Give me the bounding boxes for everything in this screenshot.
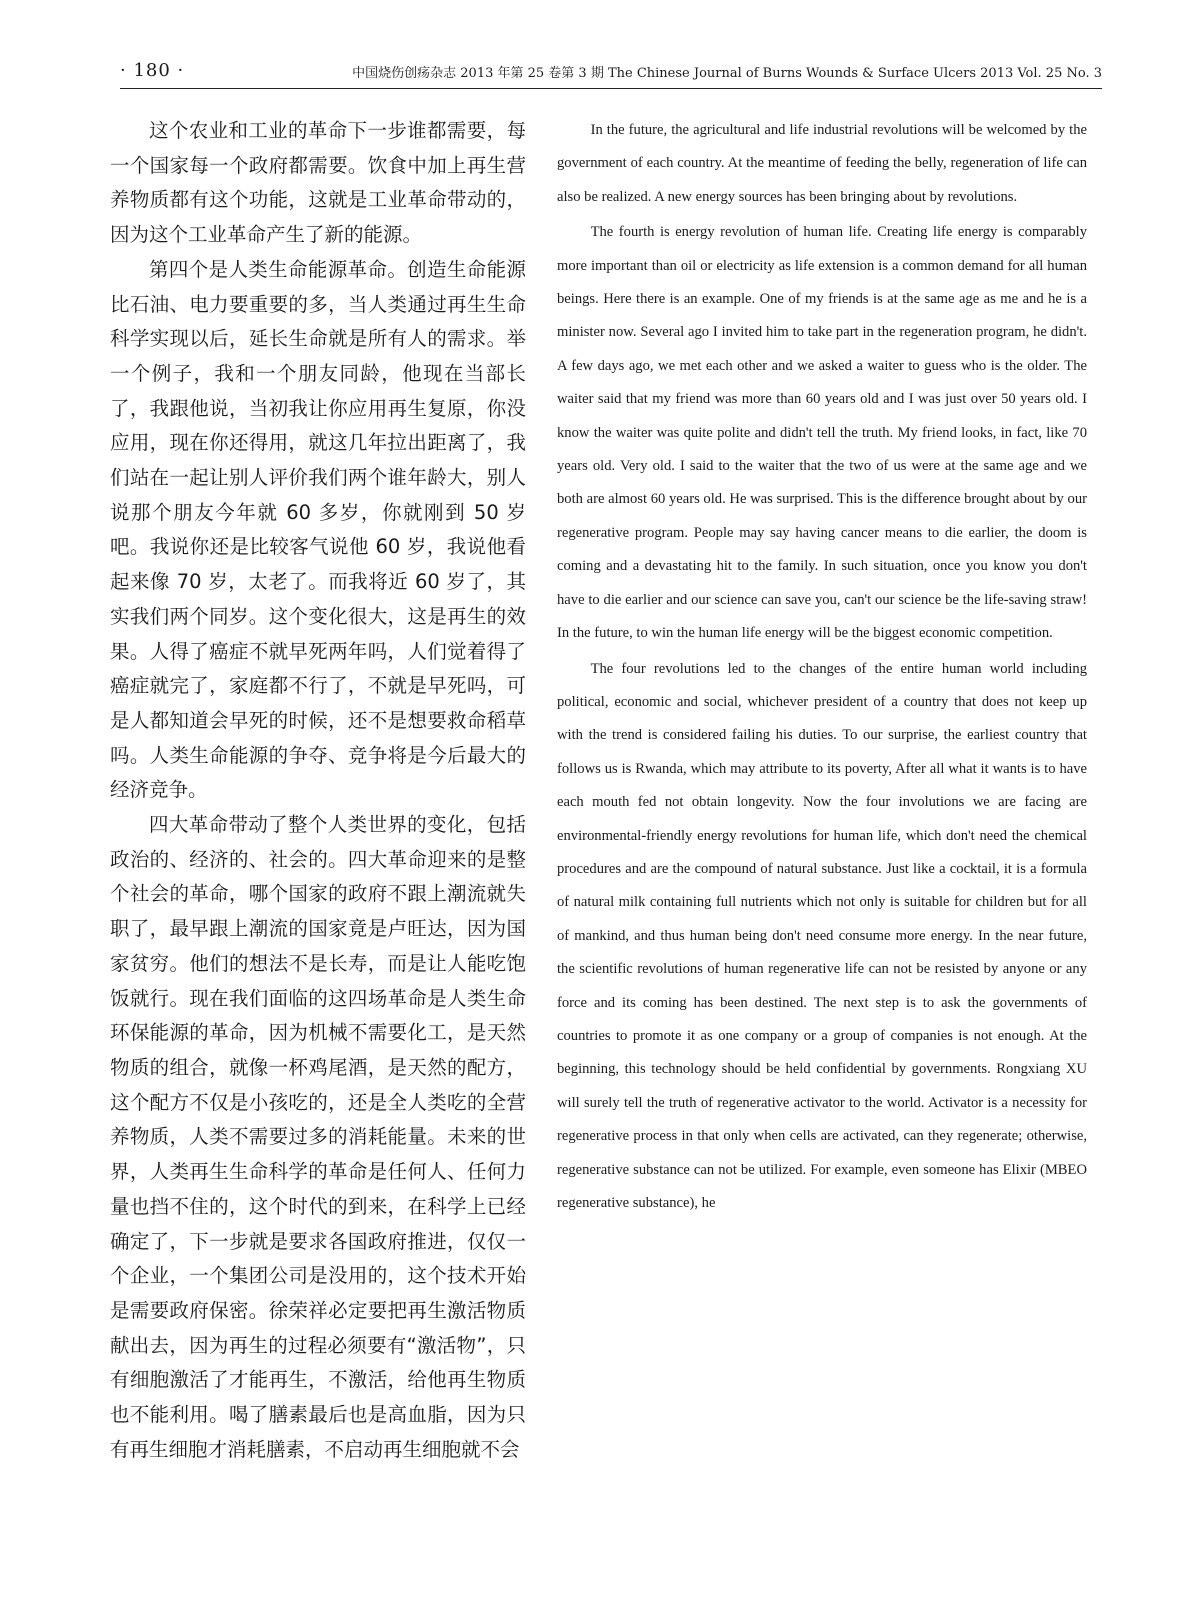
english-paragraph: The fourth is energy revolution of human life. Creating life energy is comparably more important than oil or electricity as life extension is a common demand for all human beings. Here there is an example. One of my friends is at the same age as me and he is a minister now. Several ago I invited him to take part in the regeneration program, he didn't. A few days ago, we met each other and we asked a waiter to guess who is the older. The waiter said that my friend was more than 60 years old and I was just over 50 years old. I know the waiter was quite polite and didn't tell the truth. My friend looks, in fact, like 70 years old. Very old. I said to the waiter that the two of us were at the same age and we both are almost 60 years old. He was surprised. This is the difference brought about by our regenerative program. People may say having cancer means to die earlier, the doom is coming and a devastating hit to the family. In such situation, once you know you don't have to die earlier and our science can save you, can't our science be the life-saving straw! In the future, to win the human life energy will be the biggest economic competition. — [557, 224, 1087, 642]
english-paragraph: The four revolutions led to the changes of the entire human world including political, economic and social, whichever president of a country that does not keep up with the trend is considered failing his duties. To our surprise, the earliest country that follows us is Rwanda, which may attribute to its poverty, After all what it wants is to have each mouth fed not obtain longevity. Now the four involutions we are facing are environmental-friendly energy revolutions for human life, which don't need the chemical procedures and are the compound of natural substance. Just like a cocktail, it is a formula of natural milk containing full nutrients which not only is suitable for children but for all of mankind, and thus human being don't need consume more energy. In the near future, the scientific revolutions of human regenerative life can not be resisted by anyone or any force and its coming has been destined. The next step is to ask the governments of countries to promote it as one company or a group of companies is not enough. At the beginning, this technology should be held confidential by governments. Rongxiang XU will surely tell the truth of regenerative activator to the world. Activator is a necessity for regenerative process in that only when cells are activated, can they regenerate; otherwise, regenerative substance can not be utilized. For example, even someone has Elixir (MBEO regenerative substance), he — [557, 660, 1087, 1211]
page-number: · 180 · — [120, 60, 185, 81]
chinese-column — [110, 114, 526, 1604]
english-paragraph: In the future, the agricultural and life industrial revolutions will be welcomed by the government of each country. At the meantime of feeding the belly, regeneration of life can also be realized. A new energy sources has been bringing about by revolutions. — [557, 122, 1087, 205]
english-column — [557, 114, 1087, 1604]
chinese-paragraph: 四大革命带动了整个人类世界的变化，包括政治的、经济的、社会的。四大革命迎来的是整个社会的革命，哪个国家的政府不跟上潮流就失职了，最早跟上潮流的国家竟是卢旺达，因为国家贫穷。他们的想法不是长寿，而是让人能吃饱饭就行。现在我们面临的这四场革命是人类生命环保能源的革命，因为机械不需要化工，是天然物质的组合，就像一杯鸡尾酒，是天然的配方，这个配方不仅是小孩吃的，还是全人类吃的全营养物质，人类不需要过多的消耗能量。未来的世界，人类再生生命科学的革命是任何人、任何力量也挡不住的，这个时代的到来，在科学上已经确定了，下一步就是要求各国政府推进，仅仅一个企业，一个集团公司是没用的，这个技术开始是需要政府保密。徐荣祥必定要把再生激活物质献出去，因为再生的过程必须要有“激活物”，只有细胞激活了才能再生，不激活，给他再生物质也不能利用。喝了膳素最后也是高血脂，因为只有再生细胞才消耗膳素，不启动再生细胞就不会 — [110, 813, 526, 1461]
journal-citation: 中国烧伤创疡杂志 2013 年第 25 卷第 3 期 The Chinese Journal of Burns Wounds & Surface Ulcers 2013 Vol. 25 No. 3 — [352, 66, 1102, 81]
running-header — [120, 60, 1102, 84]
chinese-paragraph: 这个农业和工业的革命下一步谁都需要，每一个国家每一个政府都需要。饮食中加上再生营养物质都有这个功能，这就是工业革命带动的，因为这个工业革命产生了新的能源。 — [110, 119, 526, 247]
chinese-paragraph: 第四个是人类生命能源革命。创造生命能源比石油、电力要重要的多，当人类通过再生生命科学实现以后，延长生命就是所有人的需求。举一个例子，我和一个朋友同龄，他现在当部长了，我跟他说，当初我让你应用再生复原，你没应用，现在你还得用，就这几年拉出距离了，我们站在一起让别人评价我们两个谁年龄大，别人说那个朋友今年就 60 多岁，你就刚到 50 岁吧。我说你还是比较客气说他 60 岁，我说他看起来像 70 岁，太老了。而我将近 60 岁了，其实我们两个同岁。这个变化很大，这是再生的效果。人得了癌症不就早死两年吗，人们觉着得了癌症就完了，家庭都不行了，不就是早死吗，可是人都知道会早死的时候，还不是想要救命稻草吗。人类生命能源的争夺、竞争将是今后最大的经济竞争。 — [110, 257, 526, 802]
header-rule — [120, 88, 1102, 89]
